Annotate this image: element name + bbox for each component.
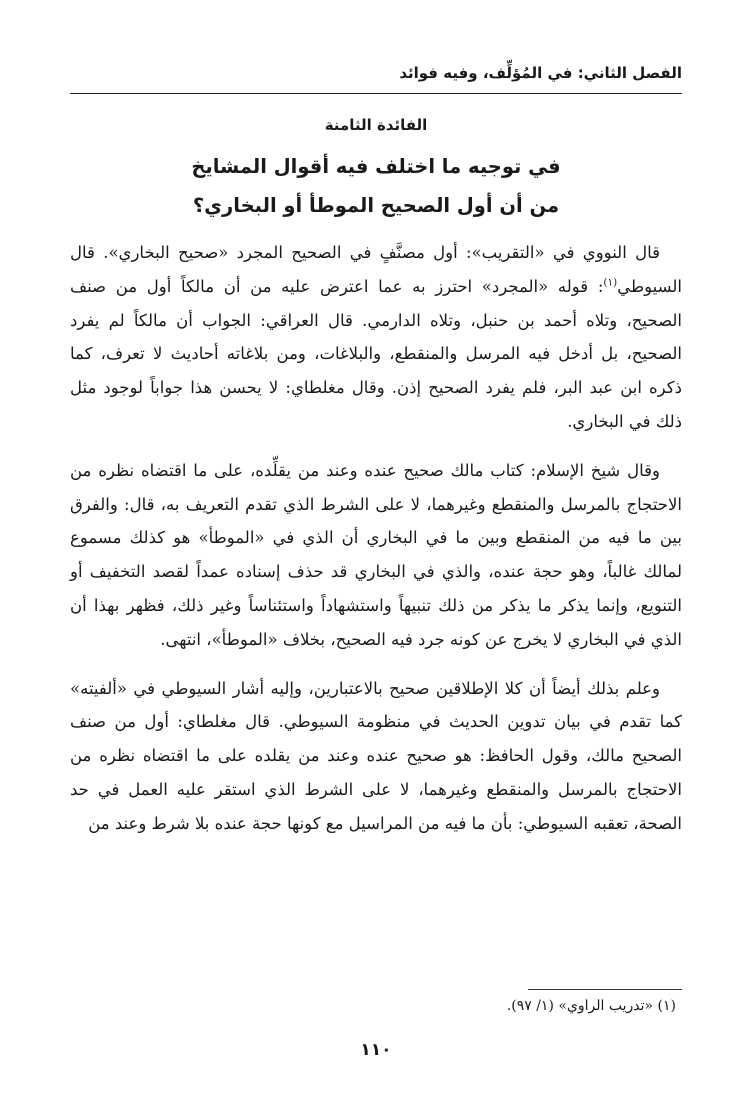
section-label: الفائدة الثامنة — [324, 116, 428, 134]
section-title-line-1: في توجيه ما اختلف فيه أقوال المشايخ — [191, 155, 561, 178]
page-number: ١١٠ — [360, 1040, 392, 1060]
paragraph-1-part-1: قال النووي في «التقريب»: أول مصنَّفٍ في الصحيح المجرد «صحيح البخاري». قال السيوطي — [70, 243, 682, 296]
footnote-divider — [528, 989, 682, 990]
paragraph-1-part-2: : قوله «المجرد» احترز به عما اعترض عليه من أن مالكاً أول من صنف الصحيح، وتلاه أحمد بن حنبل، وتلاه الدارمي. قال العراقي: الجواب أن مالكاً لم يفرد الصحيح، بل أدخل فيه المرسل والمنقطع، والبلاغات، ومن بلاغاته أحاديث لا تعرف، كما ذكره ابن عبد البر، فلم يفرد الصحيح إذن. وقال مغلطاي: لا يحسن هذا جواباً لوجود مثل ذلك في البخاري. — [70, 276, 682, 431]
paragraph-2: وقال شيخ الإسلام: كتاب مالك صحيح عنده وعند من يقلِّده، على ما اقتضاه نظره من الاحتجاج بالمرسل والمنقطع وغيرهما، لا على الشرط الذي تقدم التعريف به، قال: والفرق بين ما فيه من المنقطع وبين ما في البخاري أن الذي في «الموطأ» هو كذلك مسموع لمالك غالباً، وهو حجة عنده، والذي في البخاري قد حذف إسناده عمداً لقصد التخفيف أو التنويع، وإنما يذكر ما يذكر من ذلك تنبيهاً واستشهاداً واستئناساً وغير ذلك، فظهر بهذا أن الذي في البخاري لا يخرج عن كونه جرد فيه الصحيح، بخلاف «الموطأ»، انتهى. — [70, 460, 682, 649]
paragraph-3: وعلم بذلك أيضاً أن كلا الإطلاقين صحيح بالاعتبارين، وإليه أشار السيوطي في «ألفيته» كما تقدم في بيان تدوين الحديث في منظومة السيوطي. قال مغلطاي: أول من صنف الصحيح مالك، وقول الحافظ: هو صحيح عنده وعند من يقلده على ما اقتضاه نظره من الاحتجاج بالمرسل والمنقطع وغيرهما، لا على الشرط الذي استقر عليه العمل في حد الصحة، تعقبه السيوطي: بأن ما فيه من المراسيل مع كونها حجة عنده بلا شرط وعند من — [70, 678, 682, 833]
body-text — [70, 236, 682, 841]
section-title-line-2: من أن أول الصحيح الموطأ أو البخاري؟ — [192, 194, 560, 217]
footnote-reference: (١) — [603, 276, 618, 289]
book-page — [70, 0, 682, 1095]
footnote: (١) «تدريب الراوي» (١/ ٩٧). — [506, 998, 676, 1014]
paragraph-1 — [70, 236, 682, 439]
header-divider — [70, 93, 682, 94]
section-title — [70, 147, 682, 225]
running-header: الفصل الثاني: في المُؤلِّف، وفيه فوائد — [399, 64, 682, 82]
